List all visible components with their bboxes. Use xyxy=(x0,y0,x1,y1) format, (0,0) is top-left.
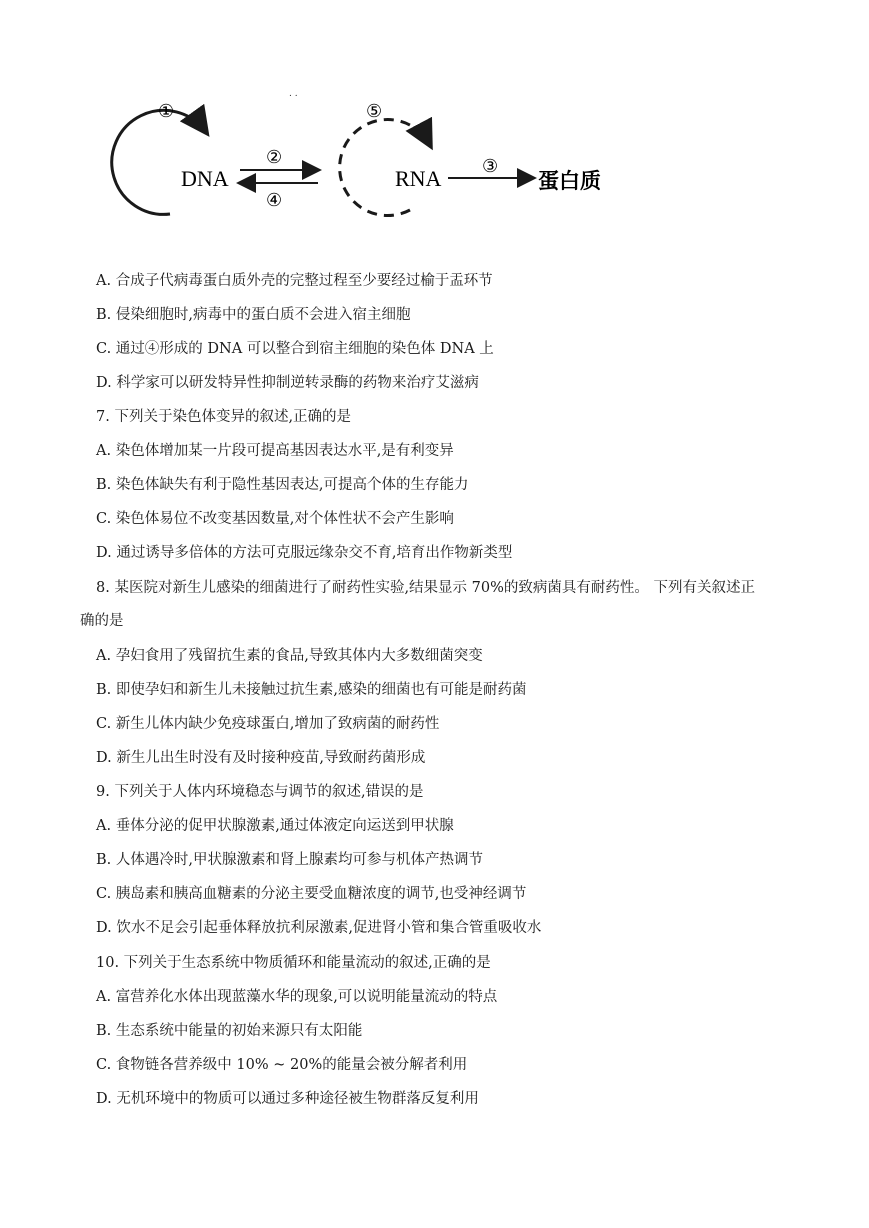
q10-option-b: B. 生态系统中能量的初始来源只有太阳能 xyxy=(96,1023,363,1039)
q6-option-c: C. 通过④形成的 DNA 可以整合到宿主细胞的染色体 DNA 上 xyxy=(96,341,494,357)
q8-stem-line1: 8. 某医院对新生儿感染的细菌进行了耐药性实验,结果显示 70%的致病菌具有耐药性。 下列有关叙述正 xyxy=(96,580,755,596)
q10-option-d: D. 无机环境中的物质可以通过多种途径被生物群落反复利用 xyxy=(96,1091,479,1107)
step-2-label: ② xyxy=(266,147,283,167)
q7-stem: 7. 下列关于染色体变异的叙述,正确的是 xyxy=(96,409,352,425)
protein-label: 蛋白质 xyxy=(538,169,601,193)
q9-stem: 9. 下列关于人体内环境稳态与调节的叙述,错误的是 xyxy=(96,784,424,800)
q6-option-a: A. 合成子代病毒蛋白质外壳的完整过程至少要经过榆于盂环节 xyxy=(96,273,493,289)
q6-option-b: B. 侵染细胞时,病毒中的蛋白质不会进入宿主细胞 xyxy=(96,307,411,323)
replication-arc xyxy=(112,110,206,214)
stray-mark: . . xyxy=(289,89,298,99)
q9-option-a: A. 垂体分泌的促甲状腺激素,通过体液定向运送到甲状腺 xyxy=(96,818,454,834)
q9-option-c: C. 胰岛素和胰高血糖素的分泌主要受血糖浓度的调节,也受神经调节 xyxy=(96,886,527,902)
q8-option-d: D. 新生儿出生时没有及时接种疫苗,导致耐药菌形成 xyxy=(96,750,426,766)
q8-option-b: B. 即使孕妇和新生儿未接触过抗生素,感染的细菌也有可能是耐药菌 xyxy=(96,682,527,698)
q8-option-a: A. 孕妇食用了残留抗生素的食品,导致其体内大多数细菌突变 xyxy=(96,648,483,664)
q8-stem-line2: 确的是 xyxy=(80,613,124,629)
dna-label: DNA xyxy=(181,166,229,191)
q6-option-d: D. 科学家可以研发特异性抑制逆转录酶的药物来治疗艾滋病 xyxy=(96,375,479,391)
step-5-label: ⑤ xyxy=(366,101,383,121)
q7-option-b: B. 染色体缺失有利于隐性基因表达,可提高个体的生存能力 xyxy=(96,477,469,493)
q7-option-c: C. 染色体易位不改变基因数量,对个体性状不会产生影响 xyxy=(96,511,454,527)
q7-option-d: D. 通过诱导多倍体的方法可克服远缘杂交不育,培育出作物新类型 xyxy=(96,545,513,561)
q10-option-c: C. 食物链各营养级中 10% ~ 20%的能量会被分解者利用 xyxy=(96,1057,468,1073)
q10-stem: 10. 下列关于生态系统中物质循环和能量流动的叙述,正确的是 xyxy=(96,955,491,971)
central-dogma-diagram xyxy=(0,0,869,240)
q9-option-d: D. 饮水不足会引起垂体释放抗利尿激素,促进肾小管和集合管重吸收水 xyxy=(96,920,542,936)
q9-option-b: B. 人体遇冷时,甲状腺激素和肾上腺素均可参与机体产热调节 xyxy=(96,852,483,868)
q10-option-a: A. 富营养化水体出现蓝藻水华的现象,可以说明能量流动的特点 xyxy=(96,989,498,1005)
q7-option-a: A. 染色体增加某一片段可提高基因表达水平,是有利变异 xyxy=(96,443,454,459)
rna-label: RNA xyxy=(395,166,442,191)
step-1-label: ① xyxy=(158,101,175,121)
step-3-label: ③ xyxy=(482,156,499,176)
q8-option-c: C. 新生儿体内缺少免疫球蛋白,增加了致病菌的耐药性 xyxy=(96,716,440,732)
step-4-label: ④ xyxy=(266,190,283,210)
